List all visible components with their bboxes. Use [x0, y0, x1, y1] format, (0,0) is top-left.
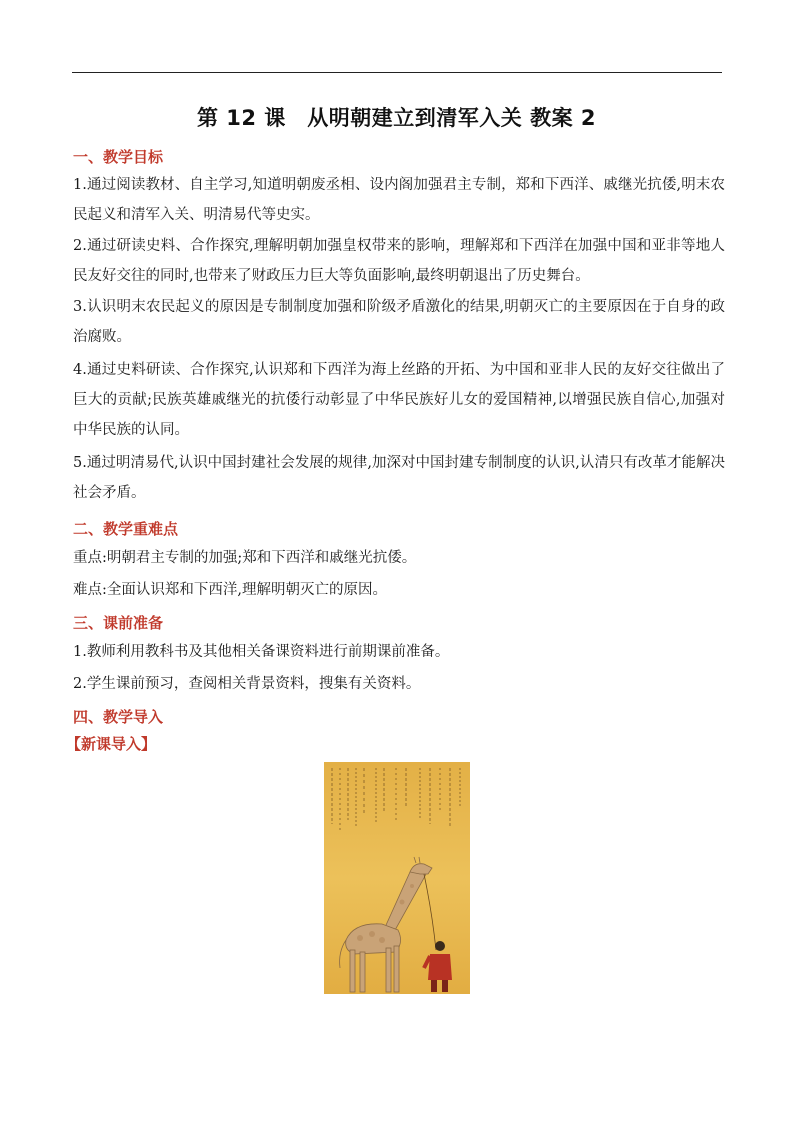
subheading-new-lesson: 【新课导入】: [66, 735, 157, 753]
section-heading-introduction: 四、教学导入: [73, 708, 164, 726]
section-heading-preparation: 三、课前准备: [73, 614, 164, 632]
paragraph: 2.学生课前预习，查阅相关背景资料，搜集有关资料。: [73, 676, 421, 692]
section-heading-key-points: 二、教学重难点: [73, 520, 179, 538]
page-title: 第 12 课 从明朝建立到清军入关 教案 2: [196, 106, 597, 130]
section-heading-objectives: 一、教学目标: [73, 148, 164, 166]
paragraph: 1.教师利用教科书及其他相关备课资料进行前期课前准备。: [73, 644, 450, 660]
paragraph: 2.通过研读史料、合作探究,理解明朝加强皇权带来的影响，理解郑和下西洋在加强中国和亚非等地人民友好交往的同时,也带来了财政压力巨大等负面影响,最终明朝退出了历史舞台。: [73, 238, 725, 284]
paragraph: 难点:全面认识郑和下西洋,理解明朝灭亡的原因。: [73, 582, 387, 598]
paragraph: 4.通过史料研读、合作探究,认识郑和下西洋为海上丝路的开拓、为中国和亚非人民的友好交往做出了巨大的贡献;民族英雄戚继光的抗倭行动彰显了中华民族好儿女的爱国精神,以增强民族自信心,加强对中华民族的认同。: [73, 362, 725, 438]
paragraph: 5.通过明清易代,认识中国封建社会发展的规律,加深对中国封建专制制度的认识,认清只有改革才能解决社会矛盾。: [73, 455, 725, 501]
giraffe-painting-icon: [324, 762, 470, 994]
paragraph: 1.通过阅读教材、自主学习,知道明朝废丞相、设内阁加强君主专制，郑和下西洋、戚继光抗倭,明末农民起义和清军入关、明清易代等史实。: [73, 177, 725, 223]
paragraph: 3.认识明末农民起义的原因是专制制度加强和阶级矛盾激化的结果,明朝灭亡的主要原因在于自身的政治腐败。: [73, 299, 725, 345]
header-rule: [72, 72, 722, 73]
paragraph: 重点:明朝君主专制的加强;郑和下西洋和戚继光抗倭。: [73, 550, 417, 566]
